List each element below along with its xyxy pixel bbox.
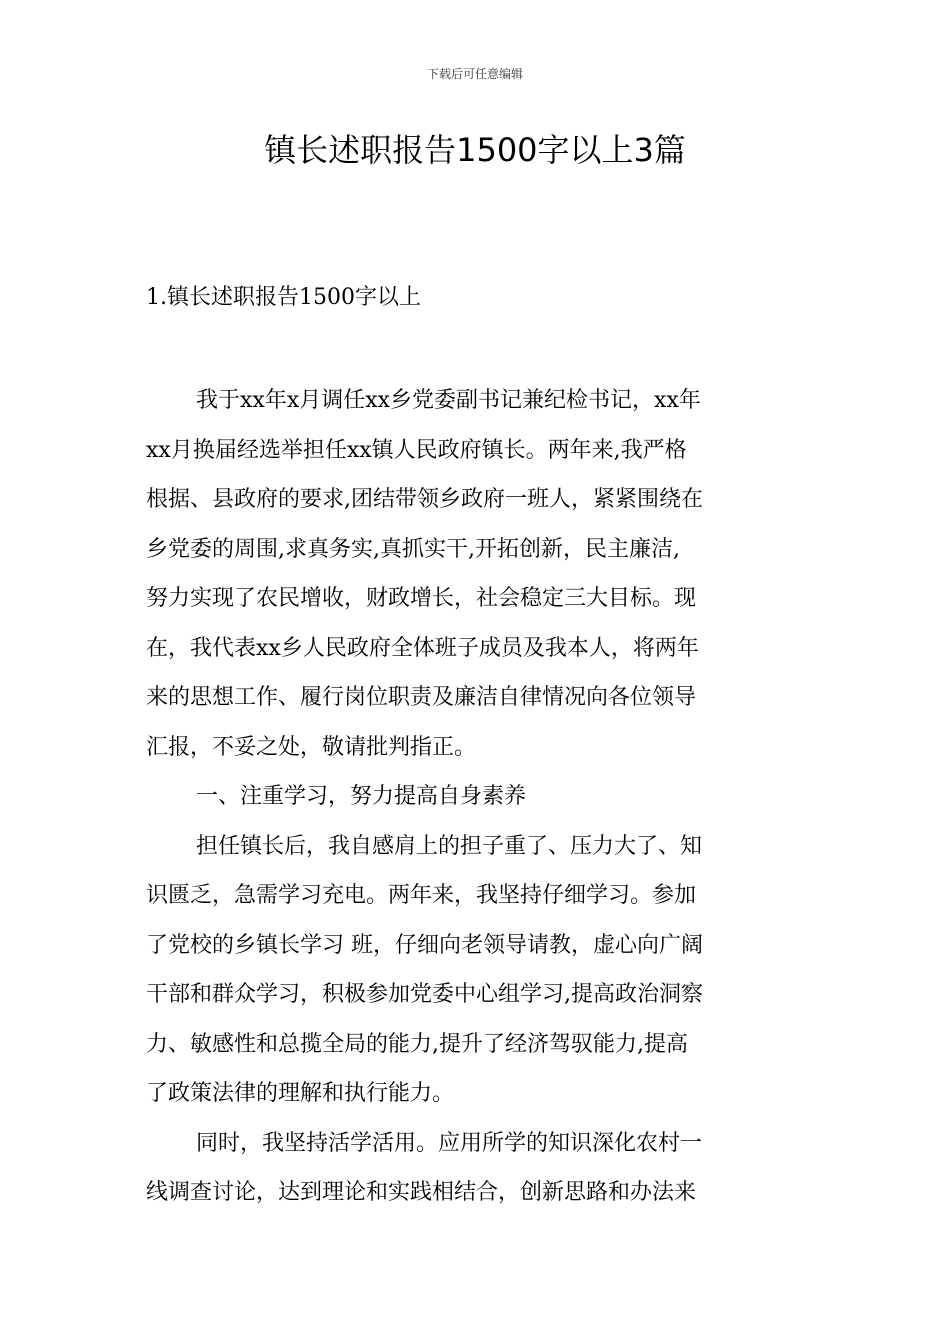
section-heading: 1.镇长述职报告1500字以上 <box>146 285 421 310</box>
paragraph-line: 线调查讨论，达到理论和实践相结合，创新思路和办法来 <box>146 1180 697 1205</box>
paragraph <box>146 1119 806 1218</box>
paragraph-line: 根据、县政府的要求,团结带领乡政府一班人，紧紧围绕在 <box>146 487 703 512</box>
body-text <box>146 376 806 1218</box>
paragraph-line: 在，我代表xx乡人民政府全体班子成员及我本人，将两年 <box>146 635 699 661</box>
paragraph-line: 努力实现了农民增收，财政增长，社会稳定三大目标。现 <box>146 586 697 611</box>
paragraph-line: 汇报，不妥之处，敬请批判指正。 <box>146 734 477 760</box>
document-title: 镇长述职报告1500字以上3篇 <box>264 131 686 169</box>
paragraph-line: 一、注重学习，努力提高自身素养 <box>196 784 527 809</box>
paragraph-line: 识匮乏，急需学习充电。两年来，我坚持仔细学习。参加 <box>146 883 697 908</box>
paragraph <box>146 772 806 822</box>
paragraph <box>146 376 806 772</box>
paragraph-line: 干部和群众学习，积极参加党委中心组学习,提高政治洞察 <box>146 982 703 1007</box>
paragraph-line: 同时，我坚持活学活用。应用所学的知识深化农村一 <box>196 1130 703 1156</box>
paragraph-line: 了党校的乡镇长学习 班，仔细向老领导请教，虚心向广阔 <box>146 932 703 958</box>
paragraph-line: 担任镇长后，我自感肩上的担子重了、压力大了、知 <box>196 833 703 859</box>
paragraph-line: 了政策法律的理解和执行能力。 <box>146 1081 455 1106</box>
paragraph-line: 力、敏感性和总揽全局的能力,提升了经济驾驭能力,提高 <box>146 1031 688 1057</box>
paragraph-line: xx月换届经选举担任xx镇人民政府镇长。两年来,我严格 <box>146 437 687 463</box>
paragraph-line: 来的思想工作、履行岗位职责及廉洁自律情况向各位领导 <box>146 685 697 710</box>
paragraph <box>146 822 806 1119</box>
header-note: 下载后可任意编辑 <box>426 67 523 81</box>
paragraph-line: 乡党委的周围,求真务实,真抓实干,开拓创新，民主廉洁, <box>146 536 680 562</box>
paragraph-line: 我于xx年x月调任xx乡党委副书记兼纪检书记，xx年 <box>196 388 701 413</box>
